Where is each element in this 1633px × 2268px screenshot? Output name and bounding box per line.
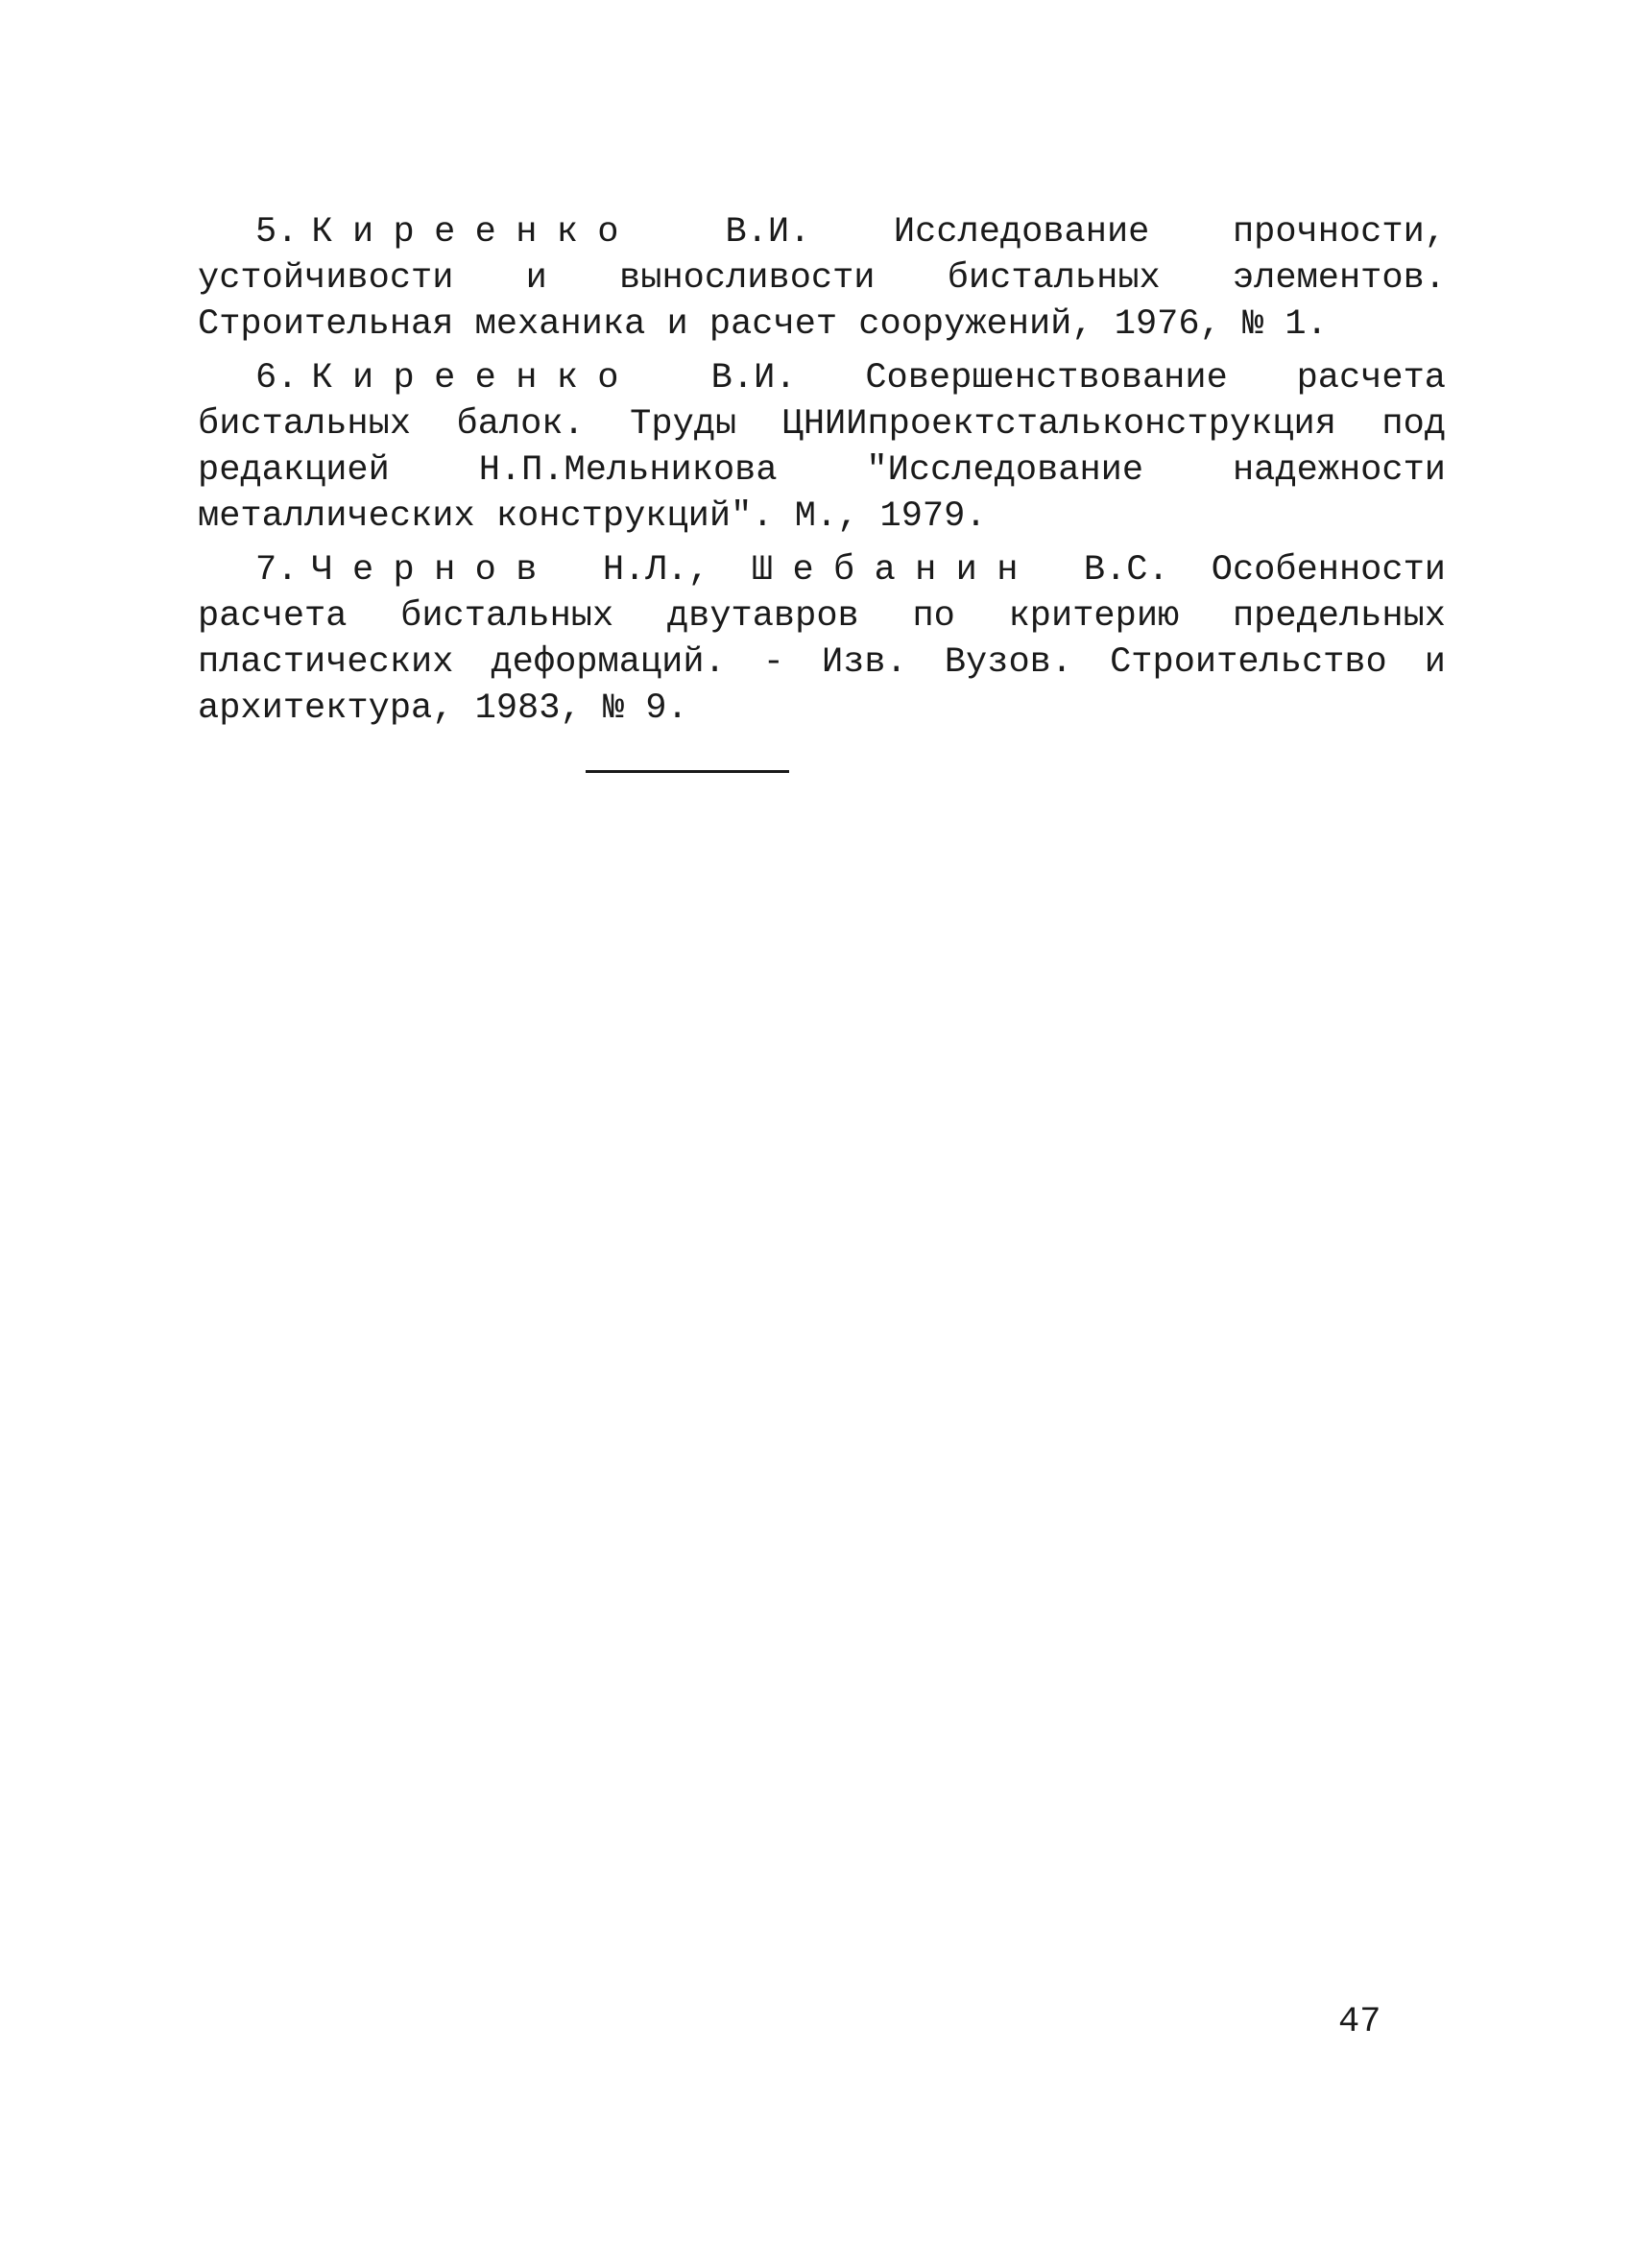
reference-author: Киреенко bbox=[311, 212, 638, 253]
reference-item-6 bbox=[198, 355, 1446, 540]
reference-author: Киреенко bbox=[311, 358, 638, 398]
reference-item-7 bbox=[198, 547, 1446, 732]
end-divider-line bbox=[586, 770, 789, 773]
reference-author-2: Шебанин bbox=[751, 550, 1038, 591]
reference-text: Исследование прочности, устойчивости и выносливости бистальных элементов. Строительная механика и расчет сооружений, 1976, № 1. bbox=[198, 212, 1446, 345]
reference-initials-2: В.С. bbox=[1083, 550, 1169, 591]
reference-text: Совершенствование расчета бистальных балок. Труды ЦНИИпроектстальконструкция под редакцией Н.П.Мельникова "Исследование надежности металлических конструкций". М., 1979. bbox=[198, 358, 1446, 537]
reference-number: 5. bbox=[255, 212, 299, 253]
reference-initials: В.И. bbox=[710, 358, 797, 398]
reference-author: Чернов bbox=[311, 550, 557, 591]
reference-initials: Н.Л., bbox=[602, 550, 709, 591]
reference-list bbox=[198, 209, 1446, 732]
reference-item-5 bbox=[198, 209, 1446, 348]
page-number: 47 bbox=[1338, 2002, 1381, 2042]
reference-text: Особенности расчета бистальных двутавров по критерию предельных пластических деформаций. - Изв. Вузов. Строительство и архитектура, 1983, № 9. bbox=[198, 550, 1446, 729]
reference-initials: В.И. bbox=[725, 212, 811, 253]
reference-number: 7. bbox=[255, 550, 299, 591]
reference-number: 6. bbox=[255, 358, 299, 398]
